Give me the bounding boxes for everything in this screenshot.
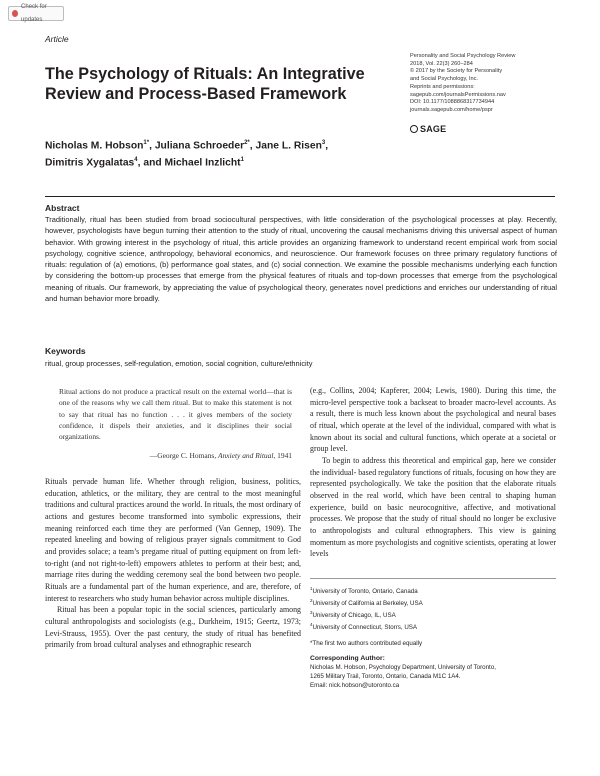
author-name: Jane L. Risen: [255, 140, 322, 152]
affiliation-item: $^4$University of Connecticut, Storrs, USA: [310, 622, 418, 632]
journal-volume: 2018, Vol. 22(3) 260–284: [410, 60, 473, 67]
footnote-divider: [310, 578, 556, 579]
author-name: Juliana Schroeder: [154, 140, 245, 152]
epigraph-attribution: —George C. Homans, Anxiety and Ritual, 1941: [149, 451, 292, 460]
body-column-right: [310, 385, 556, 560]
check-for-updates-badge[interactable]: [8, 3, 64, 23]
affiliation-item: $^2$University of California at Berkeley, USA: [310, 598, 423, 608]
author-affiliation-marker: 4: [134, 157, 138, 164]
badge-label: Check for updates: [21, 3, 47, 23]
body-paragraph: Rituals pervade human life. Whether through religion, business, politics, education, athletics, or the military, they are central to the most meaningful traditions and cultural practices around the world. In rituals, the most ordinary of actions and gestures become transformed into symbolic expressions, their meaning reinforced each time they are performed (Van Gennep, 1909). The repeated kneeling and bowing of religious prayer signals commitment to God and provides solace; a team’s pregame ritual of putting equipment on from left-to-right (and not right-to-left) empowers athletes to perform at their best; and, marriage rites during the wedding ceremony seal the bond between two people. Rituals are a fundamental part of the human experience, and are, therefore, of interest to researchers who study human behavior across multiple disciplines.: [45, 477, 301, 603]
journal-homepage-link[interactable]: journals.sagepub.com/home/pspr: [410, 106, 493, 113]
article-title: [45, 64, 395, 104]
copyright-line: © 2017 by the Society for Personality: [410, 68, 503, 75]
keywords-heading: Keywords: [45, 346, 86, 356]
author-affiliation-marker: 3: [321, 140, 326, 146]
body-paragraph: To begin to address this theoretical and empirical gap, here we consider the individual- based regulatory functions of rituals, focusing on how they are represented psychologically. We take the position that the elaborate rituals observed in the real world, which have been central to shaping human experience, build on basic neurocognitive, affective, and motivational processes. We propose that the study of ritual should no longer be exclusive to anthropologists and cultural ethnographers. This view is gaining momentum as more psychologists and cognitive scientists, operating at lower levels: [310, 455, 556, 559]
corresponding-author-line: Nicholas M. Hobson, Psychology Department, University of Toronto,: [310, 663, 496, 671]
corresponding-author-email[interactable]: Email: nick.hobson@utoronto.ca: [310, 682, 400, 689]
author-name: Michael Inzlicht: [164, 157, 241, 169]
author-affiliation-marker: 1*: [143, 140, 150, 146]
author-name: Nicholas M. Hobson: [45, 140, 144, 152]
publisher-logo: [410, 124, 446, 134]
reprints-label: Reprints and permissions:: [410, 83, 475, 90]
author-affiliation-marker: 1: [240, 157, 244, 164]
affiliation-item: $^1$University of Toronto, Ontario, Canada: [310, 586, 418, 596]
corresponding-author-line: 1265 Military Trail, Toronto, Ontario, Canada M1C 1A4.: [310, 672, 461, 680]
footnotes: [310, 584, 556, 690]
journal-metadata: [410, 53, 580, 115]
journal-name: Personality and Social Psychology Review: [410, 53, 516, 59]
title-line: The Psychology of Rituals: An Integrative: [45, 65, 365, 83]
keywords-text: ritual, group processes, self-regulation, emotion, social cognition, culture/ethnicity: [45, 359, 313, 368]
header-divider: [45, 196, 555, 197]
corresponding-author-heading: Corresponding Author:: [310, 654, 385, 662]
abstract-heading: Abstract: [45, 203, 80, 213]
body-column-left: [45, 476, 301, 651]
epigraph-quote: Ritual actions do not produce a practical result on the external world—that is one of the reasons why we call them ritual. But to make this statement is not to say that ritual has no function . . . it gives members of the society confidence, it dispels their anxieties, and it disciplines their social organizations.: [59, 387, 292, 442]
check-updates-icon: [12, 10, 18, 17]
author-affiliation-marker: 2*: [244, 140, 250, 146]
body-paragraph: Ritual has been a popular topic in the social sciences, particularly among cultural anthropologists and sociologists (e.g., Durkheim, 1915; Geertz, 1973; Levi-Strauss, 1955). Over the past century, the study of ritual has benefited primarily from broad cultural analyses and ethnographic research: [45, 605, 301, 650]
cited-work-title: Anxiety and Ritual: [218, 451, 274, 460]
publisher-name: SAGE: [420, 124, 447, 134]
author-name: Dimitris Xygalatas: [45, 157, 135, 169]
body-paragraph: (e.g., Collins, 2004; Kapferer, 2004; Lewis, 1980). During this time, the micro-level perspective took a backseat to broader macro-level accounts. As a result, there is much less known about the psychological and neural bases of ritual, which operate at the level of the individual, compared with what is known about its social and cultural functions, which operate at a societal or group level.: [310, 386, 556, 454]
title-line: Review and Process-Based Framework: [45, 85, 347, 103]
doi-link[interactable]: DOI: 10.1177/1088868317734944: [410, 99, 495, 106]
article-type-label: Article: [45, 34, 69, 44]
abstract-text: Traditionally, ritual has been studied from broad sociocultural perspectives, with little consideration of the psychological processes at play. Recently, however, psychologists have begun turning their attention to the study of ritual, uncovering the causal mechanisms driving this universal aspect of human behavior. With growing interest in the psychology of ritual, this article provides an organizing framework to understand recent empirical work from social psychology, cognitive science, anthropology, behavioral economics, and neuroscience. Our framework focuses on three primary regulatory functions of rituals: regulation of (a) emotions, (b) performance goal states, and (c) social connection. We examine the possible mechanisms underlying each function by considering the bottom-up processes that emerge from the physical features of rituals and top-down processes that emerge from the psychological meaning of rituals. Our framework, by appreciating the value of psychological theory, generates novel predictions and enriches our understanding of ritual and human behavior more broadly.: [45, 215, 557, 304]
copyright-line: and Social Psychology, Inc.: [410, 76, 478, 83]
author-list: Nicholas M. Hobson$^{1*}$, Juliana Schroeder$^{2*}$, Jane L. Risen$^3$, Dimitris Xygalatas$^4$, and Michael Inzlicht$^1$: [45, 140, 329, 169]
permissions-link[interactable]: sagepub.com/journalsPermissions.nav: [410, 91, 506, 98]
equal-contribution-note: *The first two authors contributed equally: [310, 639, 423, 647]
affiliation-item: $^3$University of Chicago, IL, USA: [310, 610, 396, 620]
sage-logo-icon: [410, 125, 418, 133]
